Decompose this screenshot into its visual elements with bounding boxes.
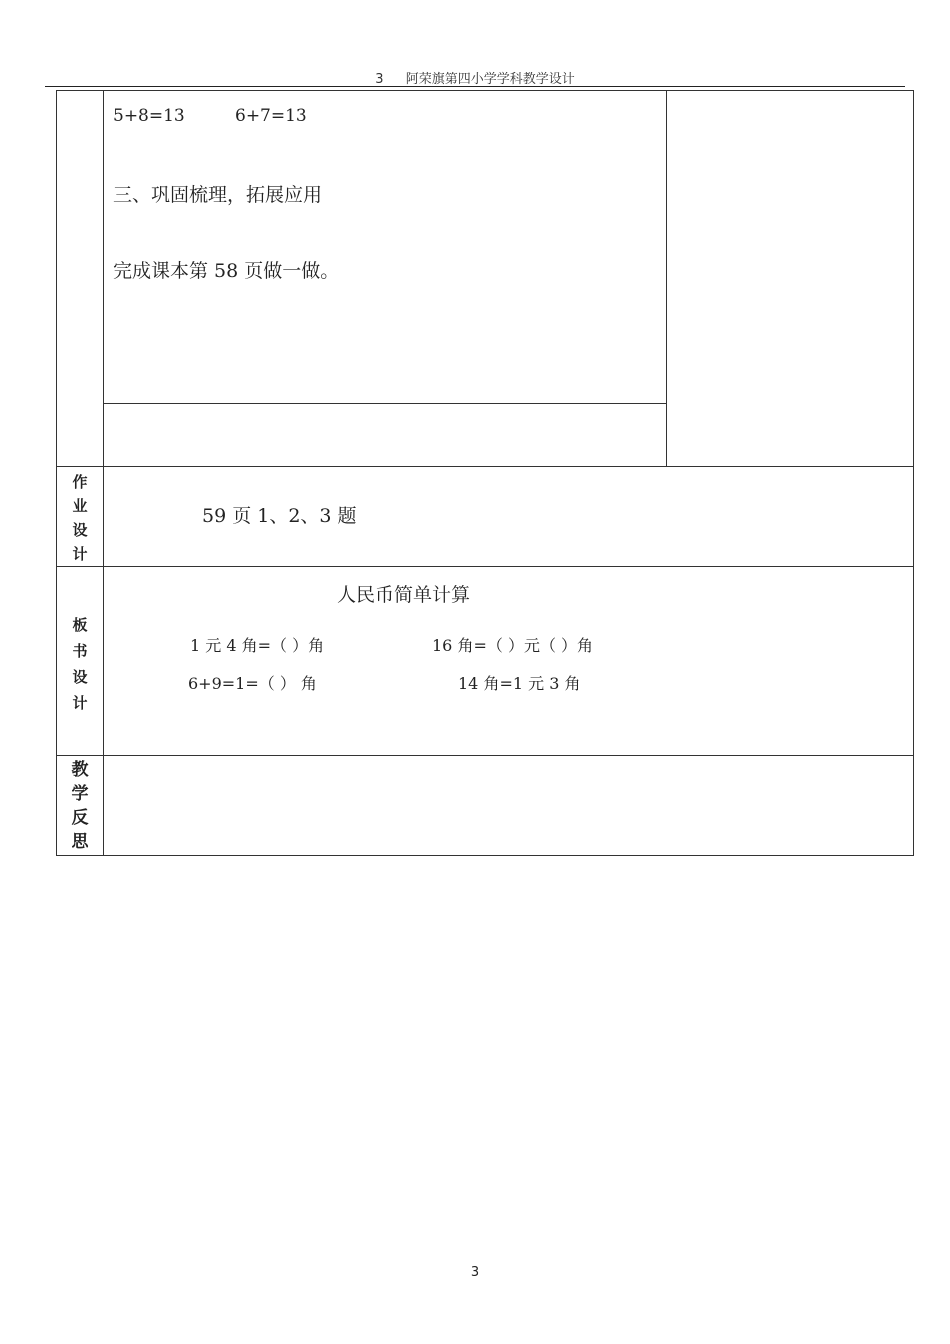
homework-label-char: 作 [72, 473, 88, 491]
board-item: 14 角=1 元 3 角 [458, 674, 581, 693]
homework-label-char: 计 [72, 545, 88, 563]
board-title: 人民币简单计算 [337, 584, 471, 606]
homework-label-char: 业 [72, 497, 88, 515]
reflection-label-char: 思 [71, 832, 89, 852]
board-item: 1 元 4 角=（ ）角 [190, 636, 325, 655]
board-label-char: 书 [72, 642, 88, 660]
board-item: 16 角=（ ）元（ ）角 [432, 636, 594, 655]
section-heading: 三、巩固梳理，拓展应用 [113, 184, 323, 206]
reflection-section [56, 755, 914, 856]
header-rule [45, 86, 905, 87]
process-inner-rule [103, 403, 666, 404]
homework-label-divider [103, 466, 104, 567]
homework-section [56, 466, 914, 567]
process-label-divider [103, 90, 104, 467]
board-label-char: 板 [72, 616, 88, 634]
page-header [0, 68, 950, 87]
process-notes-divider [666, 90, 667, 467]
header-school-title: 阿荣旗第四小学学科教学设计 [405, 72, 575, 87]
board-label-divider [103, 566, 104, 756]
header-page-number: 3 [375, 72, 384, 87]
homework-label [57, 470, 103, 566]
board-label [57, 612, 103, 716]
homework-label-char: 设 [72, 521, 88, 539]
board-label-char: 设 [72, 668, 88, 686]
board-section [56, 566, 914, 756]
reflection-label-divider [103, 755, 104, 856]
reflection-label-char: 反 [71, 808, 89, 828]
equation-2: 6+7=13 [235, 106, 307, 126]
page-footer-number: 3 [470, 1265, 480, 1280]
reflection-label [57, 758, 103, 854]
reflection-label-char: 教 [71, 760, 89, 780]
textbook-task: 完成课本第 58 页做一做。 [113, 260, 340, 282]
board-label-char: 计 [72, 694, 88, 712]
equation-1: 5+8=13 [113, 106, 185, 126]
homework-content: 59 页 1、2、3 题 [202, 505, 357, 527]
reflection-label-char: 学 [71, 784, 89, 804]
board-item: 6+9=1=（ ） 角 [188, 674, 317, 693]
